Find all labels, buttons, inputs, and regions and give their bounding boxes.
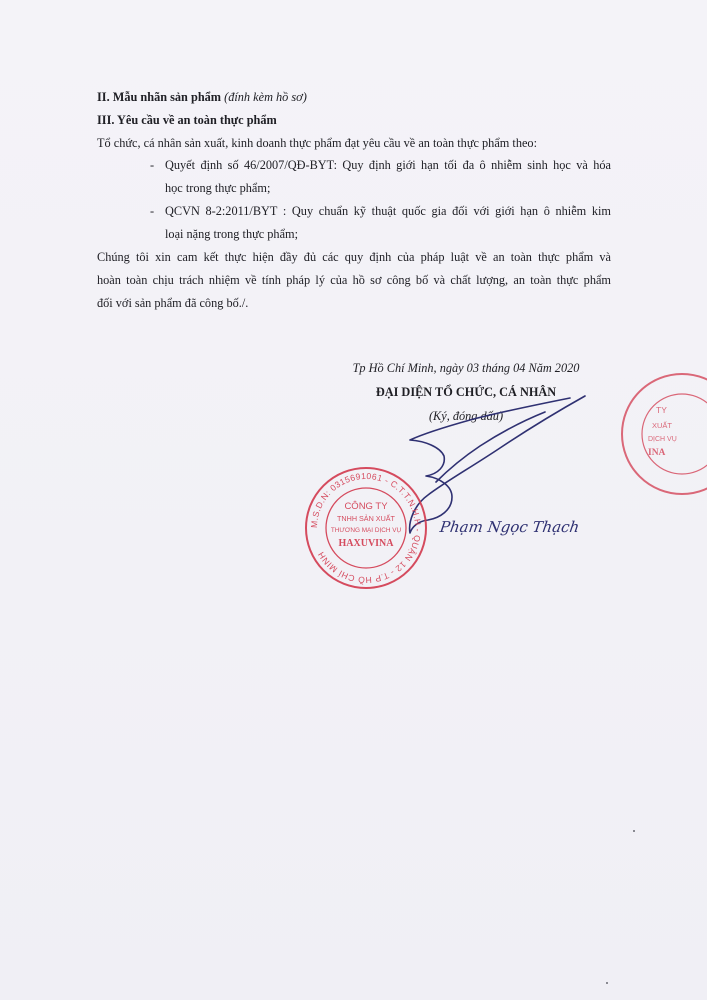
section-2-note: (đính kèm hồ sơ) xyxy=(224,90,307,104)
signer-name: Phạm Ngọc Thạch xyxy=(438,518,581,536)
list-bullet: - xyxy=(150,204,155,218)
signature-instruction: (Ký, đóng dấu) xyxy=(428,409,504,423)
edge-stamp xyxy=(622,372,707,496)
section-2-heading: II. Mẫu nhãn sản phẩm xyxy=(97,90,222,104)
list-item-2-line-1: QCVN 8-2:2011/BYT : Quy chuẩn kỹ thuật quốc gia đối với giới hạn ô nhiễm kim xyxy=(165,204,611,218)
commitment-line-1: Chúng tôi xin cam kết thực hiện đầy đủ các quy định của pháp luật về an toàn thực phẩm và xyxy=(97,250,611,264)
edge-stamp-line-3: DỊCH VỤ xyxy=(648,436,677,443)
list-item-1-line-1: Quyết định số 46/2007/QĐ-BYT: Quy định giới hạn tối đa ô nhiễm sinh học và hóa xyxy=(165,158,611,172)
scan-speck xyxy=(606,982,608,984)
stamp-line-4: HAXUVINA xyxy=(338,538,394,549)
section-3-intro: Tổ chức, cá nhân sản xuất, kinh doanh thực phẩm đạt yêu cầu về an toàn thực phẩm theo: xyxy=(97,136,537,150)
list-bullet: - xyxy=(150,158,155,172)
stamp-ring-textpath: M.S.D.N: 0315691061 - C.T.T.N.H.H - QUẬN 12 - T.P HỒ CHÍ MINH xyxy=(308,470,424,586)
company-stamp xyxy=(304,466,428,590)
edge-stamp-line-1: TY xyxy=(656,405,667,415)
stamp-line-3: THƯƠNG MẠI DỊCH VỤ xyxy=(330,527,402,534)
stamp-line-2: TNHH SẢN XUẤT xyxy=(337,514,395,523)
stamp-line-1: CÔNG TY xyxy=(344,501,388,512)
section-3-heading: III. Yêu cầu về an toàn thực phẩm xyxy=(97,113,277,127)
scan-speck xyxy=(633,830,635,832)
commitment-line-2: hoàn toàn chịu trách nhiệm về tính pháp lý của hồ sơ công bố và chất lượng, an toàn thực phẩm xyxy=(97,273,611,287)
signatory-title: ĐẠI DIỆN TỔ CHỨC, CÁ NHÂN xyxy=(375,385,557,399)
place-date: Tp Hồ Chí Minh, ngày 03 tháng 04 Năm 2020 xyxy=(352,361,580,375)
list-item-1-line-2: học trong thực phẩm; xyxy=(165,181,271,195)
list-item-2-line-2: loại nặng trong thực phẩm; xyxy=(165,227,299,241)
edge-stamp-line-4: INA xyxy=(648,448,666,458)
edge-stamp-line-2: XUẤT xyxy=(652,421,673,430)
commitment-line-3: đối với sản phẩm đã công bố./. xyxy=(97,296,249,310)
